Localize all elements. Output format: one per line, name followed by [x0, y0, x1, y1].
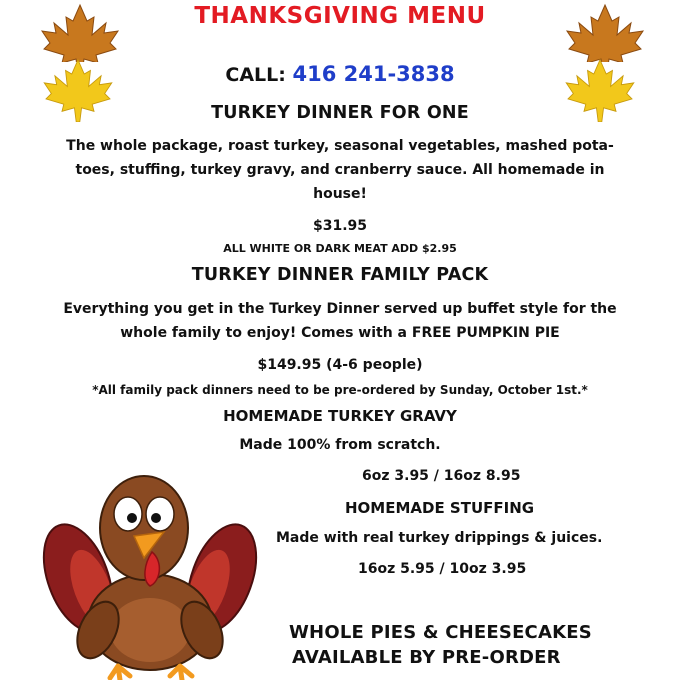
dinner-one-note: ALL WHITE OR DARK MEAT ADD $2.95	[223, 242, 457, 255]
pies-line-1: WHOLE PIES & CHEESECAKES	[289, 622, 592, 643]
dinner-one-desc-line: The whole package, roast turkey, seasonal vegetables, mashed pota-	[66, 138, 614, 154]
stuffing-price: 16oz 5.95 / 10oz 3.95	[358, 561, 527, 577]
pies-line-2: AVAILABLE BY PRE-ORDER	[292, 647, 561, 668]
gravy-desc: Made 100% from scratch.	[239, 437, 441, 453]
call-line	[0, 62, 680, 86]
turkey-illustration	[40, 470, 260, 680]
dinner-one-price: $31.95	[312, 218, 368, 234]
gravy-price: 6oz 3.95 / 16oz 8.95	[362, 468, 521, 484]
family-pack-heading: TURKEY DINNER FAMILY PACK	[191, 265, 489, 285]
call-label: CALL:	[225, 64, 286, 86]
dinner-one-desc-line: house!	[313, 186, 367, 202]
phone-number[interactable]: 416 241-3838	[292, 62, 455, 86]
dinner-one-desc-line: toes, stuffing, turkey gravy, and cranberry sauce. All homemade in	[75, 162, 605, 178]
stuffing-desc: Made with real turkey drippings & juices.	[276, 530, 603, 546]
gravy-heading: HOMEMADE TURKEY GRAVY	[223, 407, 457, 425]
family-pack-desc-line: Everything you get in the Turkey Dinner served up buffet style for the	[63, 301, 617, 317]
family-pack-price: $149.95 (4-6 people)	[257, 357, 423, 373]
stuffing-heading: HOMEMADE STUFFING	[345, 499, 535, 517]
family-pack-desc-line: whole family to enjoy! Comes with a FREE PUMPKIN PIE	[120, 325, 560, 341]
page-title: THANKSGIVING MENU	[194, 3, 486, 29]
family-pack-note: *All family pack dinners need to be pre-ordered by Sunday, October 1st.*	[92, 383, 588, 397]
dinner-one-heading: TURKEY DINNER FOR ONE	[211, 103, 469, 123]
